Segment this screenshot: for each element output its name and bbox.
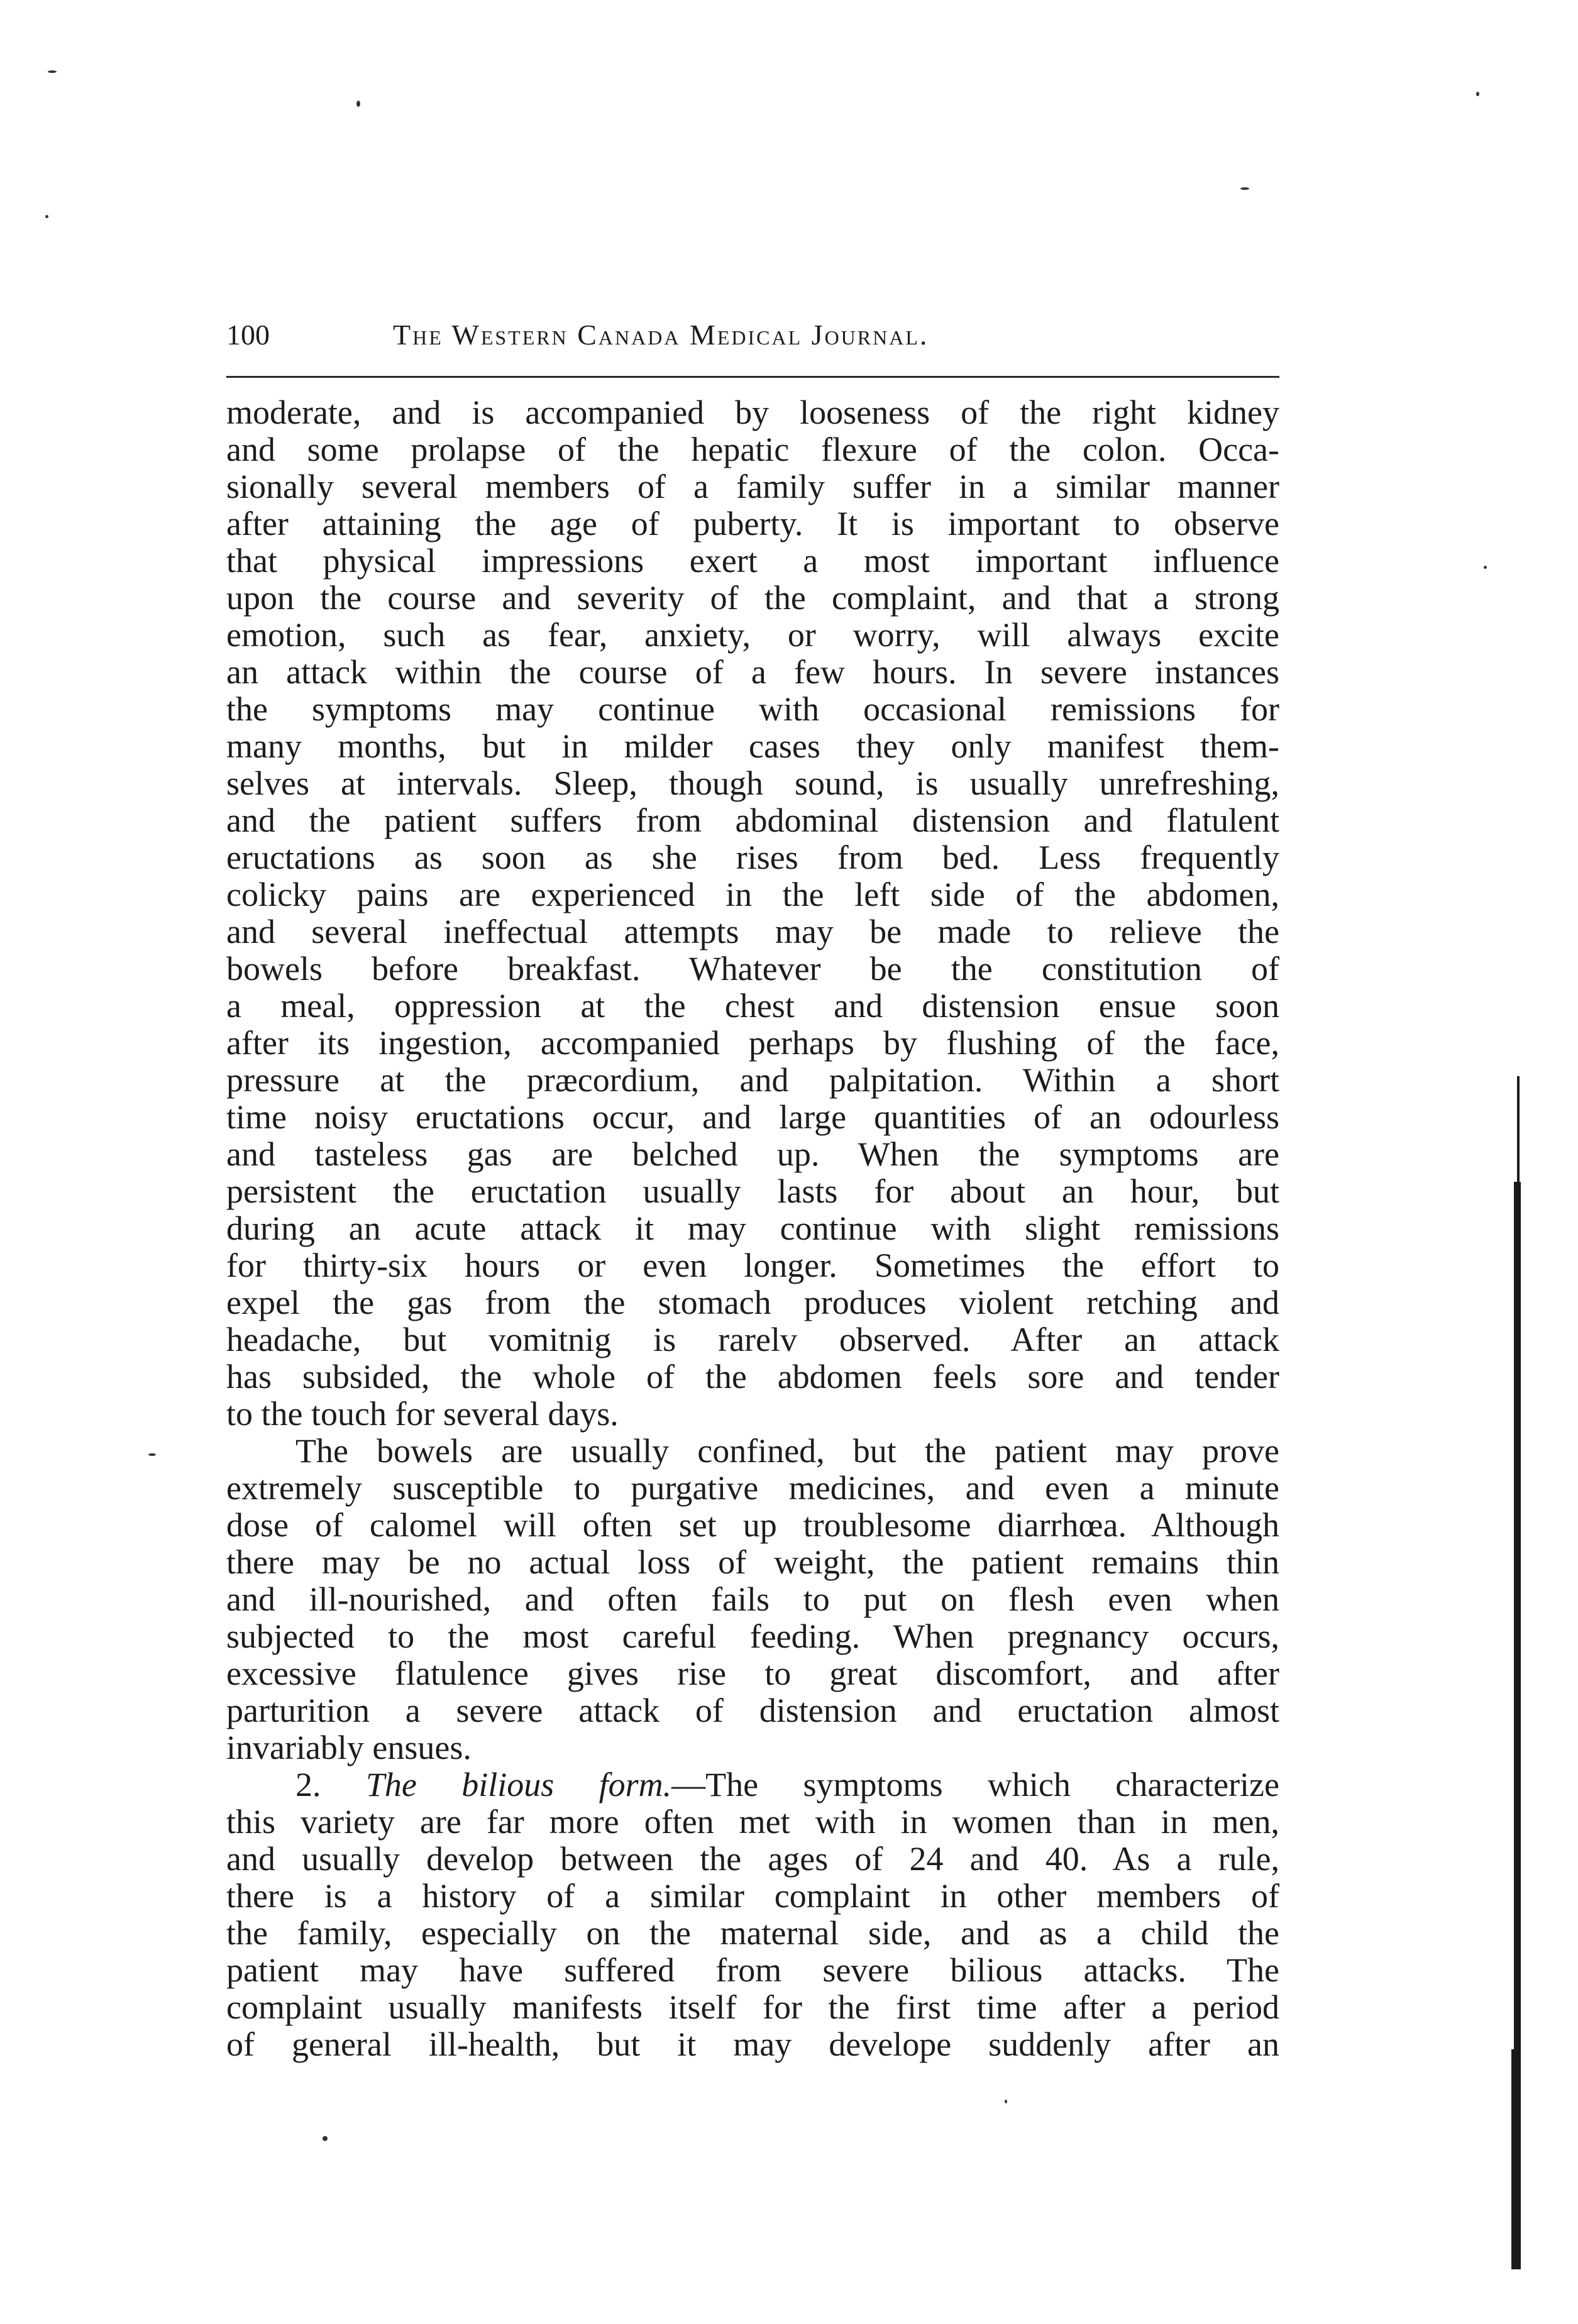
body-text (226, 394, 1279, 2063)
text-line: emotion, such as fear, anxiety, or worry, will always excite (226, 616, 1279, 654)
text-line: upon the course and severity of the complaint, and that a strong (226, 579, 1279, 617)
scan-speck (1005, 2100, 1007, 2103)
text-line: and several ineffectual attempts may be made to relieve the (226, 913, 1279, 950)
scan-speck (1484, 566, 1487, 569)
text-line: and the patient suffers from abdominal distension and flatulent (226, 801, 1279, 839)
text-line: invariably ensues. (226, 1729, 472, 1766)
section-title: The bilious form. (365, 1766, 672, 1804)
text-line: and usually develop between the ages of 24 and 40. As a rule, (226, 1840, 1279, 1878)
section-heading-line (226, 1766, 1279, 1804)
text-line: has subsided, the whole of the abdomen feels sore and tender (226, 1358, 1279, 1396)
header-rule (226, 376, 1279, 378)
text-line: there may be no actual loss of weight, the patient remains thin (226, 1543, 1279, 1581)
running-title: The Western Canada Medical Journal. (393, 319, 929, 351)
page-number: 100 (226, 319, 270, 351)
text-line: of general ill-health, but it may develope suddenly after an (226, 2025, 1279, 2063)
text-line: and some prolapse of the hepatic flexure of the colon. Occa- (226, 431, 1279, 468)
text-line: headache, but vomitnig is rarelv observed. After an attack (226, 1321, 1279, 1358)
text-line: selves at intervals. Sleep, though sound, is usually unrefreshing, (226, 764, 1279, 802)
text-line: excessive flatulence gives rise to great discomfort, and after (226, 1655, 1279, 1692)
scan-speck (1476, 92, 1479, 96)
scan-edge (1511, 2049, 1521, 2269)
text-line: colicky pains are experienced in the left side of the abdomen, (226, 876, 1279, 913)
scan-edge (1514, 1182, 1521, 2049)
text-line: eructations as soon as she rises from bed. Less frequently (226, 839, 1279, 876)
text-line: complaint usually manifests itself for the first time after a period (226, 1988, 1279, 2026)
scan-speck (323, 2136, 328, 2141)
scan-speck (1240, 187, 1249, 190)
scan-speck (48, 70, 57, 73)
scan-speck (356, 101, 360, 107)
text-line: parturition a severe attack of distension and eructation almost (226, 1692, 1279, 1729)
scan-edge (1517, 1076, 1520, 1183)
text-line: sionally several members of a family suffer in a similar manner (226, 468, 1279, 505)
paragraph-3 (226, 1766, 1279, 2063)
text-line: this variety are far more often met with in women than in men, (226, 1803, 1279, 1841)
text-line: patient may have suffered from severe bilious attacks. The (226, 1951, 1279, 1989)
text-line: during an acute attack it may continue with slight remissions (226, 1209, 1279, 1247)
scan-speck (148, 1453, 156, 1456)
text-line: expel the gas from the stomach produces violent retching and (226, 1284, 1279, 1321)
text-line: for thirty-six hours or even longer. Sometimes the effort to (226, 1247, 1279, 1284)
text-line: pressure at the præcordium, and palpitation. Within a short (226, 1061, 1279, 1099)
text-line: extremely susceptible to purgative medicines, and even a minute (226, 1469, 1279, 1507)
text-line: and ill-nourished, and often fails to put on flesh even when (226, 1580, 1279, 1618)
text-line: The bowels are usually confined, but the patient may prove (295, 1432, 1279, 1470)
text-line: the symptoms may continue with occasional remissions for (226, 690, 1279, 728)
text-line: many months, but in milder cases they only manifest them- (226, 727, 1279, 765)
text-line: the family, especially on the maternal side, and as a child the (226, 1914, 1279, 1952)
text-line: and tasteless gas are belched up. When the symptoms are (226, 1135, 1279, 1173)
paragraph-2 (226, 1433, 1279, 1766)
text-line: moderate, and is accompanied by looseness of the right kidney (226, 394, 1279, 431)
section-number: 2. (295, 1766, 321, 1804)
scan-speck (45, 215, 48, 218)
text-line: after attaining the age of puberty. It is important to observe (226, 505, 1279, 542)
text-line: after its ingestion, accompanied perhaps by flushing of the face, (226, 1024, 1279, 1062)
page-header (226, 313, 1279, 357)
text-line: subjected to the most careful feeding. When pregnancy occurs, (226, 1617, 1279, 1655)
text-line: time noisy eructations occur, and large quantities of an odourless (226, 1098, 1279, 1136)
paragraph-1 (226, 394, 1279, 1433)
text-line: bowels before breakfast. Whatever be the constitution of (226, 950, 1279, 988)
text-line: there is a history of a similar complaint in other members of (226, 1877, 1279, 1915)
text-line: persistent the eructation usually lasts for about an hour, but (226, 1172, 1279, 1210)
text-line: a meal, oppression at the chest and distension ensue soon (226, 987, 1279, 1025)
text-line: dose of calomel will often set up troublesome diarrhœa. Although (226, 1506, 1279, 1544)
text-line: that physical impressions exert a most important influence (226, 542, 1279, 580)
text-line: an attack within the course of a few hours. In severe instances (226, 653, 1279, 691)
section-first-line: —The symptoms which characterize (671, 1766, 1279, 1804)
text-line: to the touch for several days. (226, 1395, 619, 1433)
